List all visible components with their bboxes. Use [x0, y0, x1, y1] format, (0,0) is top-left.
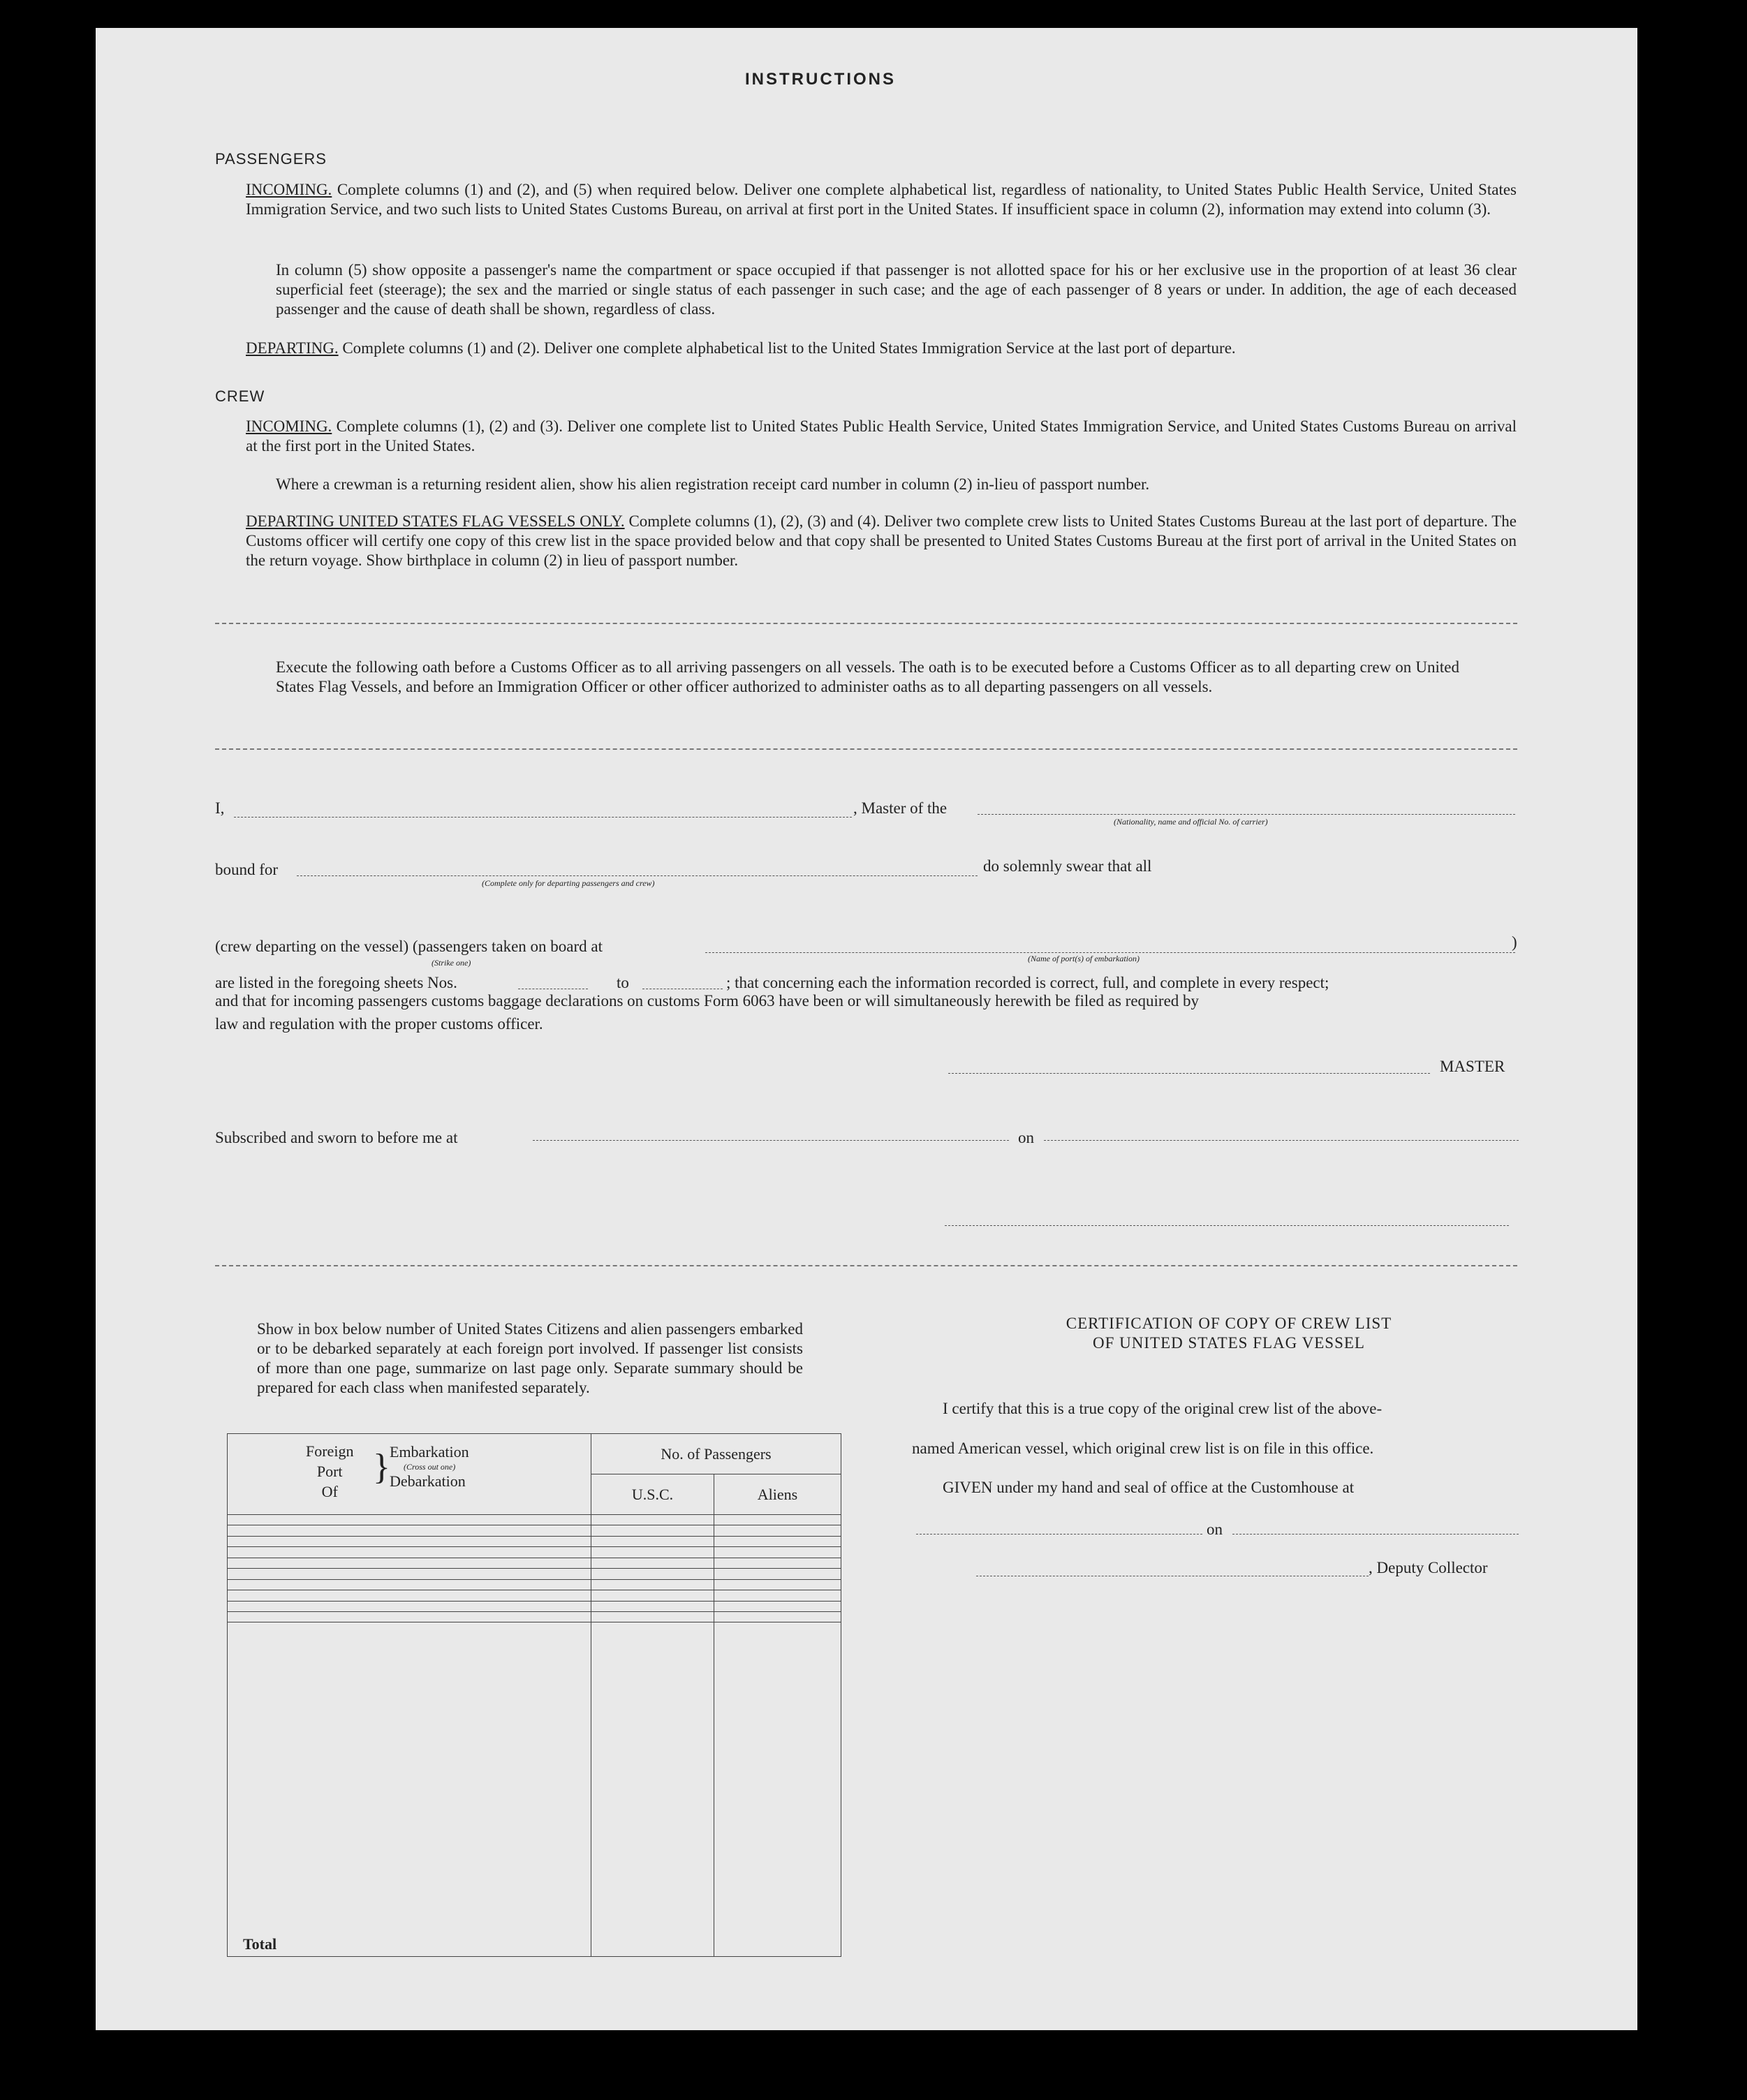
crew-incoming-text: Complete columns (1), (2) and (3). Deliver one complete list to United States Public Health Service, United States Immigration Service, and United States Customs Bureau on arrival at the first port in the United States. [246, 417, 1517, 454]
aliens-cell[interactable] [714, 1611, 841, 1622]
port-cell[interactable] [228, 1611, 591, 1622]
summary-instructions: Show in box below number of United States Citizens and alien passengers embarked or to be debarked separately at each foreign port involved. If passenger list consists of more than one page, summarize on last page only. Separate summary should be prepared for each class when manifested separately. [257, 1320, 803, 1396]
debarkation-label: Debarkation [390, 1472, 466, 1490]
certification-line3: GIVEN under my hand and seal of office at the Customhouse at [943, 1479, 1355, 1496]
crew-departing-text: (crew departing on the vessel) (passengers taken on board at [215, 938, 603, 955]
passengers-departing-label: DEPARTING. [246, 339, 339, 357]
usc-header: U.S.C. [591, 1474, 714, 1515]
aliens-cell[interactable] [714, 1569, 841, 1579]
master-of-the-label: , Master of the [853, 799, 948, 817]
aliens-cell[interactable] [714, 1525, 841, 1536]
of-label: Of [321, 1483, 338, 1500]
passengers-incoming-text: Complete columns (1) and (2), and (5) when required below. Deliver one complete alphabetical list, regardless of nationality, to United States Public Health Service, United States Immigration Service, and two such lists to United States Customs Bureau, on arrival at first port in the United States. If insufficient space in column (2), information may extend into column (3). [246, 181, 1517, 218]
port-cell[interactable] [228, 1579, 591, 1590]
table-row [228, 1536, 841, 1546]
port-cell[interactable] [228, 1569, 591, 1579]
no-passengers-header: No. of Passengers [591, 1434, 841, 1474]
page-title: INSTRUCTIONS [745, 70, 896, 89]
section-divider [215, 623, 1517, 624]
carrier-field[interactable] [978, 814, 1515, 815]
usc-cell[interactable] [591, 1569, 714, 1579]
crew-departing-text: Complete columns (1), (2), (3) and (4). Deliver two complete crew lists to United States Customs Bureau at the last port of departure. The Customs officer will certify one copy of this crew list in the space provided below and that copy shall be presented to United States Customs Bureau at the first port of arrival in the United States on the return voyage. Show birthplace in column (2) in lieu of passport number. [246, 512, 1517, 569]
table-row [228, 1569, 841, 1579]
sheets-to-label: to [617, 974, 629, 991]
aliens-header: Aliens [714, 1474, 841, 1515]
usc-cell[interactable] [591, 1547, 714, 1558]
oath-instructions: Execute the following oath before a Customs Officer as to all arriving passengers on all vessels. The oath is to be executed before a Customs Officer as to all departing crew on United States Flag Vessels, and before an Immigration Officer or other officer authorized to administer oaths as to all departing passengers on all vessels. [276, 658, 1459, 695]
passenger-summary-table [227, 1433, 841, 1957]
certification-title-line1: CERTIFICATION OF COPY OF CREW LIST [1066, 1315, 1392, 1332]
passengers-incoming-paragraph [246, 180, 1517, 219]
aliens-cell[interactable] [714, 1536, 841, 1546]
certification-line2: named American vessel, which original crew list is on file in this office. [912, 1440, 1374, 1457]
port-cell[interactable] [228, 1601, 591, 1611]
port-cell[interactable] [228, 1590, 591, 1601]
close-paren: ) [1512, 933, 1517, 951]
usc-cell[interactable] [591, 1590, 714, 1601]
crew-resident-paragraph: Where a crewman is a returning resident alien, show his alien registration receipt card number in column (2) in-lieu of passport number. [276, 475, 1150, 493]
crew-incoming-paragraph [246, 417, 1517, 456]
table-row [228, 1590, 841, 1601]
usc-total-cell[interactable] [591, 1622, 714, 1957]
table-row [228, 1558, 841, 1568]
master-name-field[interactable] [234, 817, 852, 818]
passengers-departing-paragraph [246, 339, 1517, 358]
port-cell[interactable] [228, 1536, 591, 1546]
passengers-heading: PASSENGERS [215, 150, 327, 168]
port-cell[interactable] [228, 1558, 591, 1568]
subscribed-label: Subscribed and sworn to before me at [215, 1129, 458, 1146]
usc-cell[interactable] [591, 1601, 714, 1611]
port-header-cell [228, 1434, 591, 1515]
section-divider [215, 1265, 1517, 1266]
aliens-cell[interactable] [714, 1558, 841, 1568]
master-signature-field[interactable] [948, 1073, 1430, 1074]
table-row [228, 1547, 841, 1558]
swear-text: do solemnly swear that all [983, 857, 1152, 875]
table-row [228, 1515, 841, 1525]
aliens-cell[interactable] [714, 1601, 841, 1611]
aliens-cell[interactable] [714, 1579, 841, 1590]
bound-for-field[interactable] [297, 875, 978, 876]
crew-departing-paragraph [246, 512, 1517, 570]
customhouse-field[interactable] [916, 1534, 1202, 1535]
table-row [228, 1601, 841, 1611]
passengers-departing-text: Complete columns (1) and (2). Deliver one complete alphabetical list to the United States Immigration Service at the last port of departure. [342, 339, 1236, 357]
usc-cell[interactable] [591, 1515, 714, 1525]
bound-for-label: bound for [215, 861, 279, 878]
crew-departing-label: DEPARTING UNITED STATES FLAG VESSELS ONLY. [246, 512, 625, 530]
carrier-note: (Nationality, name and official No. of carrier) [1114, 817, 1268, 827]
table-row [228, 1525, 841, 1536]
aliens-total-cell[interactable] [714, 1622, 841, 1957]
certification-line1: I certify that this is a true copy of the original crew list of the above- [943, 1400, 1383, 1417]
sworn-on-label: on [1018, 1129, 1034, 1146]
port-cell[interactable] [228, 1547, 591, 1558]
certification-on-label: on [1207, 1521, 1223, 1538]
usc-cell[interactable] [591, 1525, 714, 1536]
aliens-cell[interactable] [714, 1547, 841, 1558]
usc-cell[interactable] [591, 1579, 714, 1590]
crew-incoming-label: INCOMING. [246, 417, 332, 435]
usc-cell[interactable] [591, 1611, 714, 1622]
table-row [228, 1611, 841, 1622]
regulation-text: law and regulation with the proper customs officer. [215, 1015, 543, 1033]
brace-icon: } [373, 1447, 390, 1487]
embarkation-port-field[interactable] [705, 952, 1515, 953]
officer-signature-field[interactable] [945, 1225, 1509, 1226]
port-note: (Name of port(s) of embarkation) [1028, 954, 1140, 963]
port-cell[interactable] [228, 1525, 591, 1536]
strike-one-note: (Strike one) [432, 958, 471, 968]
passengers-column5-paragraph: In column (5) show opposite a passenger's name the compartment or space occupied if that passenger is not allotted space for his or her exclusive use in the proportion of at least 36 clear superficial feet (steerage); the sex and the married or single status of each passenger in such case; and the age of each passenger of 8 years or under. In addition, the age of each deceased passenger and the cause of death shall be shown, regardless of class. [276, 261, 1517, 318]
total-label: Total [228, 1622, 591, 1957]
sheets-label: are listed in the foregoing sheets Nos. [215, 974, 457, 991]
master-label: MASTER [1440, 1058, 1505, 1075]
port-label: Port [316, 1463, 343, 1480]
aliens-cell[interactable] [714, 1515, 841, 1525]
table-row [228, 1579, 841, 1590]
usc-cell[interactable] [591, 1558, 714, 1568]
oath-i-label: I, [215, 799, 225, 817]
certification-title [950, 1314, 1508, 1353]
aliens-cell[interactable] [714, 1590, 841, 1601]
usc-cell[interactable] [591, 1536, 714, 1546]
crew-heading: CREW [215, 387, 265, 405]
cross-out-note: (Cross out one) [404, 1462, 456, 1472]
certification-date-field[interactable] [1232, 1534, 1519, 1535]
total-row [228, 1622, 841, 1957]
certification-title-line2: OF UNITED STATES FLAG VESSEL [1093, 1334, 1365, 1352]
sheets-rest-text: ; that concerning each the information recorded is correct, full, and complete in every respect; [726, 974, 1329, 991]
embarkation-label: Embarkation [390, 1443, 469, 1461]
section-divider [215, 748, 1517, 750]
foreign-label: Foreign [306, 1442, 354, 1460]
passengers-incoming-label: INCOMING. [246, 181, 332, 198]
bound-for-note: (Complete only for departing passengers and crew) [482, 878, 655, 888]
port-cell[interactable] [228, 1515, 591, 1525]
sworn-location-field[interactable] [533, 1140, 1009, 1141]
declarations-text: and that for incoming passengers customs baggage declarations on customs Form 6063 have been or will simultaneously herewith be filed as required by [215, 992, 1200, 1010]
deputy-collector-label: , Deputy Collector [1369, 1559, 1488, 1576]
sworn-date-field[interactable] [1044, 1140, 1519, 1141]
